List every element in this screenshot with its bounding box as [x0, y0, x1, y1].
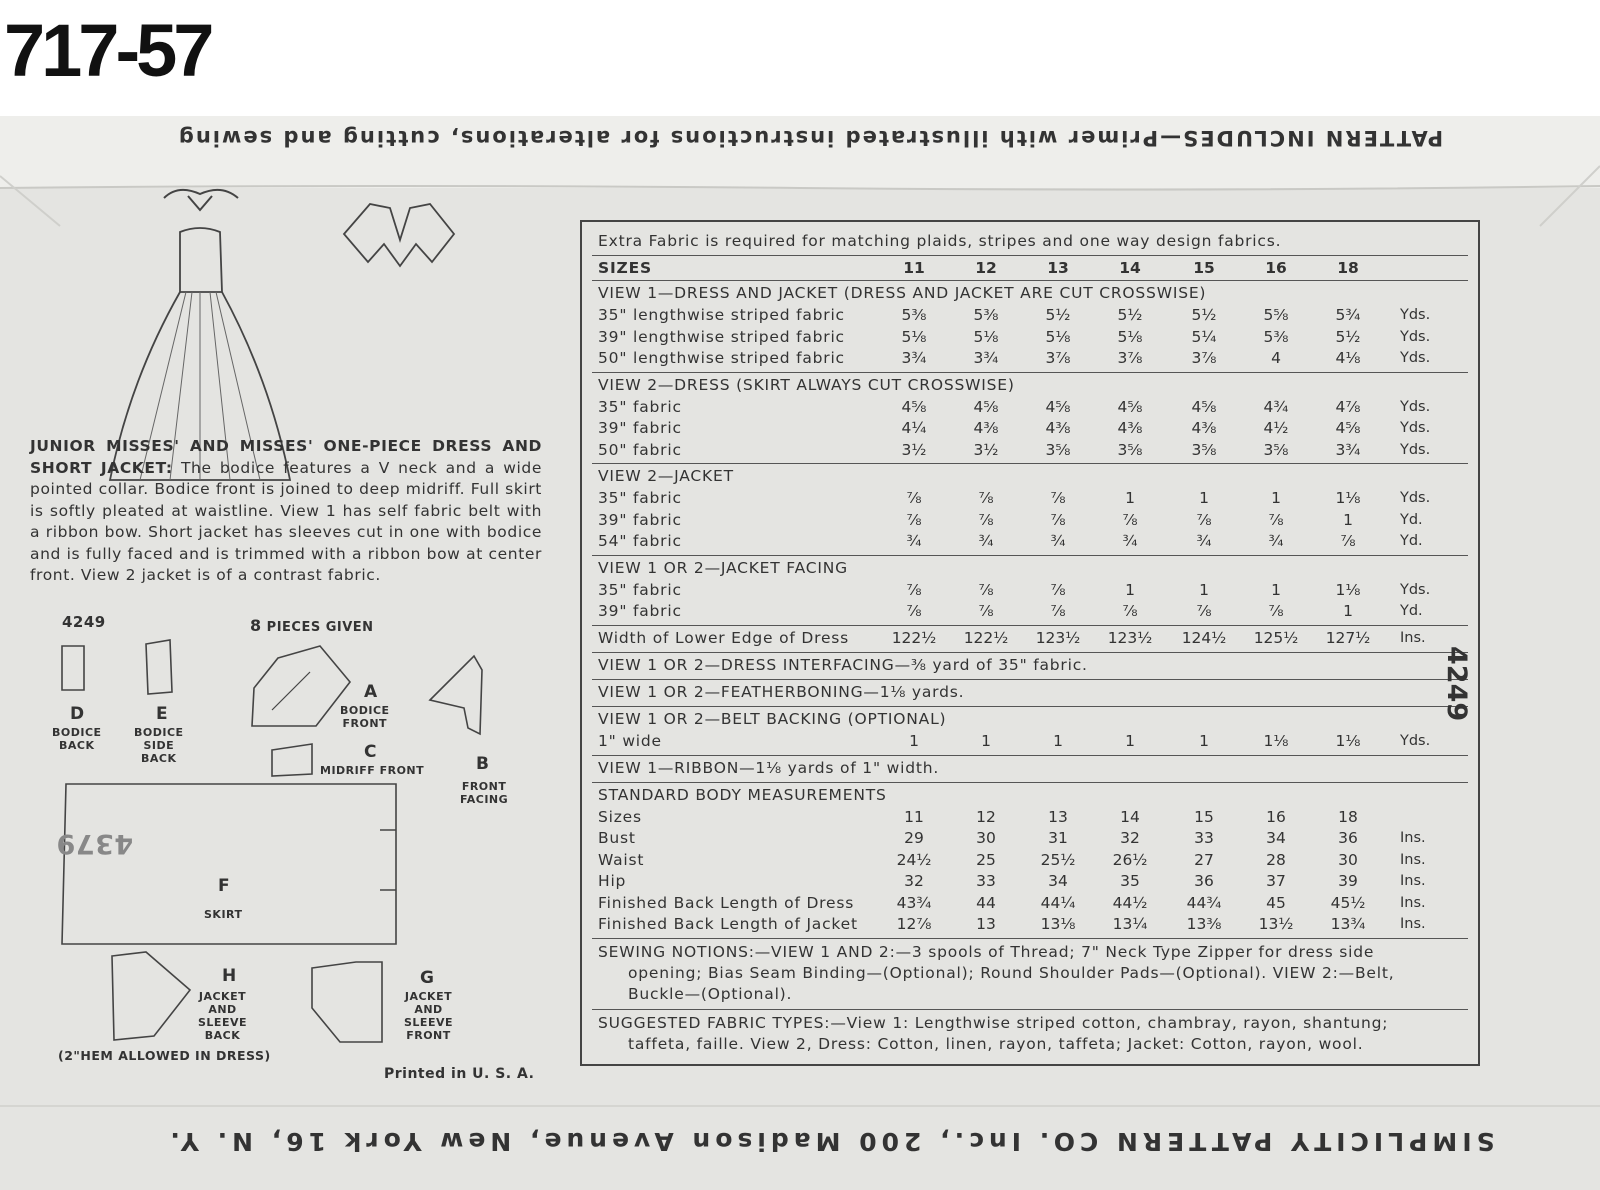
yardage-row-value: 1 — [1343, 510, 1353, 529]
description-title: JUNIOR MISSES' AND MISSES' ONE-PIECE DRESS AND SHORT JACKET: — [30, 437, 542, 477]
size-header: 16 — [1265, 259, 1287, 277]
yardage-row-value: ¾ — [1122, 532, 1138, 550]
yardage-row-value: 5¼ — [1191, 327, 1217, 346]
measurement-row-label: Finished Back Length of Jacket — [598, 915, 858, 933]
measurement-row-value: 27 — [1194, 850, 1214, 869]
measurement-row-label: Finished Back Length of Dress — [598, 893, 855, 912]
yardage-row-value: ⅞ — [1122, 602, 1138, 620]
measurement-row-value: 25½ — [1040, 850, 1076, 869]
piece-h-letter: H — [222, 966, 237, 986]
measurement-row-value: 14 — [1120, 807, 1140, 826]
chart-divider — [592, 555, 1468, 556]
yardage-row-value: 3⅝ — [1191, 440, 1217, 459]
lower-edge-row-value: 122½ — [891, 628, 937, 647]
section-heading: VIEW 2—JACKET — [598, 467, 734, 485]
measurement-row-value: 31 — [1048, 829, 1068, 847]
belt-backing-row-value: 1 — [1125, 731, 1135, 750]
piece-h-label: JACKET AND SLEEVE BACK — [198, 990, 247, 1042]
measurement-row-value: 33 — [976, 872, 996, 890]
belt-backing-row-unit: Yds. — [1400, 732, 1431, 749]
measurement-row-value: 18 — [1338, 807, 1358, 826]
yardage-row-value: 5⅝ — [1263, 306, 1289, 324]
yardage-row-value: 4⅝ — [1117, 397, 1143, 416]
notions-line: Buckle—(Optional). — [628, 984, 793, 1003]
yardage-row-value: 4½ — [1263, 419, 1289, 437]
pattern-description — [30, 436, 542, 587]
yardage-row-value: ¾ — [906, 532, 922, 550]
measurement-row-value: 11 — [904, 807, 924, 826]
pattern-includes-banner: PATTERN INCLUDES—Primer with illustrated instructions for alterations, cutting and sewing — [176, 126, 1444, 150]
notions-line: SEWING NOTIONS:—VIEW 1 AND 2:—3 spools of Thread; 7" Neck Type Zipper for dress side — [598, 942, 1375, 961]
side-pattern-number: 4249 — [1441, 646, 1472, 722]
yardage-row-value: ¾ — [1268, 532, 1284, 550]
yardage-row-value: 1 — [1271, 580, 1281, 599]
chart-divider — [592, 1009, 1468, 1010]
featherboning-line: VIEW 1 OR 2—FEATHERBONING—1⅛ yards. — [598, 682, 965, 701]
measurement-row-unit: Ins. — [1400, 916, 1426, 932]
section-heading: VIEW 1—DRESS AND JACKET (DRESS AND JACKET ARE CUT CROSSWISE) — [598, 284, 1207, 302]
yardage-row-value: 4⅞ — [1335, 397, 1361, 416]
measurement-row-value: 28 — [1266, 850, 1286, 869]
yardage-row-value: ⅞ — [1050, 580, 1066, 599]
yardage-row-value: 4¼ — [901, 419, 927, 437]
measurement-row-value: 13½ — [1258, 915, 1294, 933]
belt-backing-row-value: 1⅛ — [1335, 731, 1361, 750]
size-header: 13 — [1047, 259, 1069, 277]
yardage-row-label: 35" fabric — [598, 489, 682, 507]
measurement-row-value: 12 — [976, 807, 996, 826]
piece-a-label: BODICE FRONT — [340, 704, 390, 730]
chart-divider — [592, 782, 1468, 783]
rule — [592, 255, 1468, 256]
lower-edge-row-value: 127½ — [1325, 628, 1371, 647]
measurement-row-value: 26½ — [1112, 850, 1148, 869]
measurement-row-value: 15 — [1194, 807, 1214, 826]
yardage-row-unit: Yd. — [1400, 603, 1423, 619]
yardage-row-value: 5⅛ — [1045, 327, 1071, 346]
measurement-row-value: 16 — [1266, 807, 1286, 826]
chart-divider — [592, 625, 1468, 626]
yardage-row-value: 1⅛ — [1335, 580, 1361, 599]
stamped-number: 4379 — [56, 828, 134, 859]
measurement-row-value: 13⅛ — [1040, 915, 1076, 933]
yardage-row-label: 35" lengthwise striped fabric — [598, 306, 845, 324]
chart-divider — [592, 938, 1468, 939]
chart-divider — [592, 372, 1468, 373]
piece-b-label: FRONT FACING — [460, 780, 509, 806]
yardage-row-value: 5½ — [1191, 306, 1217, 324]
yardage-row-value: 3½ — [901, 440, 927, 459]
pieces-count: 8 — [250, 616, 262, 635]
measurement-row-label: Waist — [598, 850, 645, 869]
yardage-row-unit: Yds. — [1400, 490, 1431, 506]
yardage-row-value: 5⅜ — [901, 306, 927, 324]
publisher-address-banner: SIMPLICITY PATTERN CO. Inc., 200 Madison Avenue, New York 16, N. Y. — [165, 1127, 1495, 1156]
yardage-row-value: ¾ — [978, 532, 994, 550]
yardage-row-value: 5¾ — [1335, 306, 1361, 324]
measurement-row-unit: Ins. — [1400, 894, 1426, 911]
extra-fabric-note: Extra Fabric is required for matching plaids, stripes and one way design fabrics. — [598, 232, 1282, 250]
yardage-row-unit: Yd. — [1400, 533, 1423, 549]
yardage-row-value: ⅞ — [978, 580, 994, 599]
section-heading: VIEW 1 OR 2—JACKET FACING — [598, 558, 848, 577]
yardage-row-value: ⅞ — [1050, 602, 1066, 620]
measurement-row-value: 32 — [1120, 829, 1140, 847]
yardage-row-value: ⅞ — [1050, 489, 1066, 507]
belt-backing-row-label: 1" wide — [598, 731, 662, 750]
yardage-row-value: 5⅛ — [901, 327, 927, 346]
belt-backing-heading: VIEW 1 OR 2—BELT BACKING (OPTIONAL) — [598, 709, 947, 728]
yardage-row-value: 4¾ — [1263, 397, 1289, 416]
measurement-row-value: 45½ — [1330, 893, 1366, 912]
lower-edge-row-unit: Ins. — [1400, 629, 1426, 646]
yardage-row-label: 50" fabric — [598, 440, 682, 459]
measurement-row-label: Bust — [598, 829, 636, 847]
piece-d-label: BODICE BACK — [52, 726, 102, 752]
yardage-row-value: 1 — [1199, 580, 1209, 599]
yardage-row-value: 5⅛ — [973, 327, 999, 346]
measurement-row-value: 43¾ — [896, 893, 932, 912]
piece-b-letter: B — [476, 754, 489, 774]
chart-divider — [592, 463, 1468, 464]
yardage-row-value: 4⅜ — [973, 419, 999, 437]
measurement-row-value: 35 — [1120, 872, 1140, 890]
yardage-row-value: 4⅝ — [901, 397, 927, 416]
yardage-row-value: 3½ — [973, 440, 999, 459]
yardage-row-value: 5½ — [1117, 306, 1143, 324]
yardage-row-unit: Yd. — [1400, 511, 1423, 528]
listing-code: 717-57 — [4, 9, 211, 92]
yardage-row-label: 39" fabric — [598, 510, 682, 529]
chart-divider — [592, 280, 1468, 281]
measurement-row-value: 34 — [1048, 872, 1068, 890]
yardage-row-value: 1 — [1343, 602, 1353, 620]
measurement-row-value: 30 — [1338, 850, 1358, 869]
yardage-row-value: 1 — [1125, 489, 1135, 507]
yardage-row-value: ⅞ — [1340, 532, 1356, 550]
measurement-row-value: 24½ — [896, 850, 932, 869]
yardage-row-value: 3¾ — [973, 349, 999, 367]
measurement-row-value: 44½ — [1112, 893, 1148, 912]
size-header: 18 — [1337, 259, 1359, 277]
measurement-row-value: 13 — [976, 915, 996, 933]
lower-edge-row-value: 125½ — [1253, 628, 1299, 647]
yardage-row-unit: Yds. — [1400, 350, 1431, 366]
piece-e-label: BODICE SIDE BACK — [134, 726, 184, 765]
piece-c-label: MIDRIFF FRONT — [320, 764, 425, 777]
chart-divider — [592, 755, 1468, 756]
yardage-row-value: 5⅜ — [1263, 327, 1289, 346]
measurement-row-value: 13 — [1048, 807, 1068, 826]
yardage-row-value: ¾ — [1050, 532, 1066, 550]
ribbon-line: VIEW 1—RIBBON—1⅛ yards of 1" width. — [598, 758, 940, 777]
size-header: 12 — [975, 259, 997, 277]
yardage-row-value: 5½ — [1335, 327, 1361, 346]
yardage-row-unit: Yds. — [1400, 328, 1431, 345]
size-header: 15 — [1193, 259, 1215, 277]
yardage-row-value: 1 — [1199, 489, 1209, 507]
fabrics-line: SUGGESTED FABRIC TYPES:—View 1: Lengthwise striped cotton, chambray, rayon, shantung; — [598, 1013, 1389, 1032]
measurement-row-value: 29 — [904, 829, 924, 847]
section-heading: VIEW 2—DRESS (SKIRT ALWAYS CUT CROSSWISE) — [598, 375, 1015, 394]
yardage-row-label: 54" fabric — [598, 532, 682, 550]
interfacing-line: VIEW 1 OR 2—DRESS INTERFACING—⅜ yard of 35" fabric. — [598, 655, 1088, 674]
belt-backing-row-value: 1 — [1199, 731, 1209, 750]
yardage-row-value: ⅞ — [978, 602, 994, 620]
yardage-chart — [580, 220, 1480, 1066]
lower-edge-row-label: Width of Lower Edge of Dress — [598, 628, 850, 647]
piece-a-letter: A — [364, 682, 378, 702]
measurement-row-value: 37 — [1266, 872, 1286, 890]
pattern-envelope-back — [0, 116, 1600, 1190]
yardage-row-label: 50" lengthwise striped fabric — [598, 349, 845, 367]
description-body: The bodice features a V neck and a wide pointed collar. Bodice front is joined to deep midriff. Full skirt is softly pleated at waistline. View 1 has self fabric belt with a ribbon bow. Short jacket has sleeves cut in one with bodice and is fully faced and is trimmed with a ribbon bow at center front. View 2 jacket is of a contrast fabric. — [30, 458, 543, 584]
yardage-row-value: ⅞ — [1196, 510, 1212, 529]
yardage-row-value: 4 — [1271, 349, 1281, 367]
yardage-row-unit: Yds. — [1400, 441, 1431, 458]
lower-edge-row-value: 124½ — [1181, 628, 1227, 647]
chart-divider — [592, 652, 1468, 653]
measurement-row-value: 45 — [1266, 893, 1286, 912]
yardage-row-value: 4⅝ — [1191, 397, 1217, 416]
measurement-row-value: 13¾ — [1330, 915, 1366, 933]
yardage-row-value: 4⅝ — [1335, 419, 1361, 437]
measurement-row-value: 36 — [1194, 872, 1214, 890]
yardage-row-value: ⅞ — [1050, 510, 1066, 529]
dress-illustration — [100, 180, 330, 440]
yardage-row-value: ⅞ — [906, 602, 922, 620]
yardage-row-value: ⅞ — [906, 580, 922, 599]
fabrics-line: taffeta, faille. View 2, Dress: Cotton, linen, rayon, taffeta; Jacket: Cotton, rayon, wool. — [628, 1034, 1364, 1053]
measurement-row-value: 13⅜ — [1186, 915, 1222, 933]
measurement-row-unit: Ins. — [1400, 851, 1426, 868]
piece-f-letter: F — [218, 876, 230, 896]
yardage-row-value: 3¾ — [1335, 440, 1361, 459]
yardage-row-value: 3¾ — [901, 349, 927, 367]
yardage-row-value: 4⅝ — [1045, 397, 1071, 416]
measurement-row-label: Sizes — [598, 807, 642, 826]
yardage-row-value: 4⅜ — [1045, 419, 1071, 437]
piece-c-letter: C — [364, 742, 377, 762]
belt-backing-row-value: 1 — [981, 731, 991, 750]
piece-g-label: JACKET AND SLEEVE FRONT — [404, 990, 453, 1042]
yardage-row-unit: Yds. — [1400, 398, 1431, 415]
yardage-row-label: 39" fabric — [598, 602, 682, 620]
lower-edge-row-value: 123½ — [1035, 628, 1081, 647]
yardage-row-unit: Yds. — [1400, 420, 1431, 436]
yardage-row-value: ⅞ — [1196, 602, 1212, 620]
yardage-row-value: 4⅜ — [1117, 419, 1143, 437]
measurement-row-value: 32 — [904, 872, 924, 890]
belt-backing-row-value: 1⅛ — [1263, 731, 1289, 750]
yardage-row-value: ⅞ — [1268, 602, 1284, 620]
piece-f-label: SKIRT — [204, 908, 243, 921]
measurement-row-value: 39 — [1338, 872, 1358, 890]
pieces-count-suffix: PIECES GIVEN — [266, 620, 374, 635]
notions-line: opening; Bias Seam Binding—(Optional); Round Shoulder Pads—(Optional). VIEW 2:—Belt, — [628, 963, 1395, 982]
yardage-row-label: 39" fabric — [598, 419, 682, 437]
chart-divider — [592, 706, 1468, 707]
jacket-illustration — [340, 200, 460, 280]
yardage-row-value: 3⅝ — [1263, 440, 1289, 459]
measurement-row-unit: Ins. — [1400, 873, 1426, 889]
yardage-row-label: 35" fabric — [598, 580, 682, 599]
size-header: 14 — [1119, 259, 1141, 277]
yardage-row-unit: Yds. — [1400, 581, 1431, 598]
piece-e-letter: E — [156, 704, 168, 724]
belt-backing-row-value: 1 — [909, 731, 919, 750]
measurement-row-unit: Ins. — [1400, 830, 1426, 846]
piece-g-letter: G — [420, 968, 434, 988]
pieces-pattern-number: 4249 — [62, 613, 106, 631]
yardage-row-value: 5½ — [1045, 306, 1071, 324]
yardage-row-value: 4⅛ — [1335, 349, 1361, 367]
yardage-row-value: 3⅞ — [1191, 349, 1217, 367]
yardage-row-value: ⅞ — [978, 489, 994, 507]
measurement-row-value: 44 — [976, 893, 996, 912]
measurements-heading: STANDARD BODY MEASUREMENTS — [598, 785, 887, 804]
belt-backing-row-value: 1 — [1053, 731, 1063, 750]
measurement-row-value: 44¾ — [1186, 893, 1222, 912]
yardage-row-value: 1 — [1125, 580, 1135, 599]
measurement-row-value: 34 — [1266, 829, 1286, 847]
measurement-row-value: 44¼ — [1040, 893, 1076, 912]
yardage-row-value: 5⅜ — [973, 306, 999, 324]
lower-edge-row-value: 123½ — [1107, 628, 1153, 647]
yardage-row-label: 35" fabric — [598, 397, 682, 416]
hem-note: (2"HEM ALLOWED IN DRESS) — [58, 1048, 271, 1063]
yardage-row-value: 5⅛ — [1117, 327, 1143, 346]
size-header: 11 — [903, 259, 925, 277]
yardage-row-value: ¾ — [1196, 532, 1212, 550]
measurement-row-value: 36 — [1338, 829, 1358, 847]
sizes-label: SIZES — [598, 259, 652, 277]
yardage-row-label: 39" lengthwise striped fabric — [598, 327, 845, 346]
yardage-row-value: ⅞ — [906, 489, 922, 507]
lower-edge-row-value: 122½ — [963, 628, 1009, 647]
measurement-row-value: 13¼ — [1112, 915, 1148, 933]
measurement-row-value: 33 — [1194, 829, 1214, 847]
measurement-row-value: 25 — [976, 850, 996, 869]
measurement-row-value: 12⅞ — [896, 915, 932, 933]
yardage-row-value: ⅞ — [978, 510, 994, 529]
piece-d-letter: D — [70, 704, 85, 724]
yardage-row-value: 1 — [1271, 489, 1281, 507]
yardage-row-value: 1⅛ — [1335, 489, 1361, 507]
yardage-row-value: 4⅝ — [973, 397, 999, 416]
yardage-row-value: 4⅜ — [1191, 419, 1217, 437]
yardage-row-value: 3⅝ — [1117, 440, 1143, 459]
chart-divider — [592, 679, 1468, 680]
measurement-row-value: 30 — [976, 829, 996, 847]
yardage-row-value: 3⅝ — [1045, 440, 1071, 459]
measurement-row-label: Hip — [598, 872, 627, 890]
yardage-row-unit: Yds. — [1400, 307, 1431, 323]
printed-in-usa: Printed in U. S. A. — [384, 1066, 535, 1082]
yardage-row-value: 3⅞ — [1117, 349, 1143, 367]
yardage-row-value: ⅞ — [1122, 510, 1138, 529]
yardage-row-value: 3⅞ — [1045, 349, 1071, 367]
yardage-row-value: ⅞ — [906, 510, 922, 529]
yardage-row-value: ⅞ — [1268, 510, 1284, 529]
